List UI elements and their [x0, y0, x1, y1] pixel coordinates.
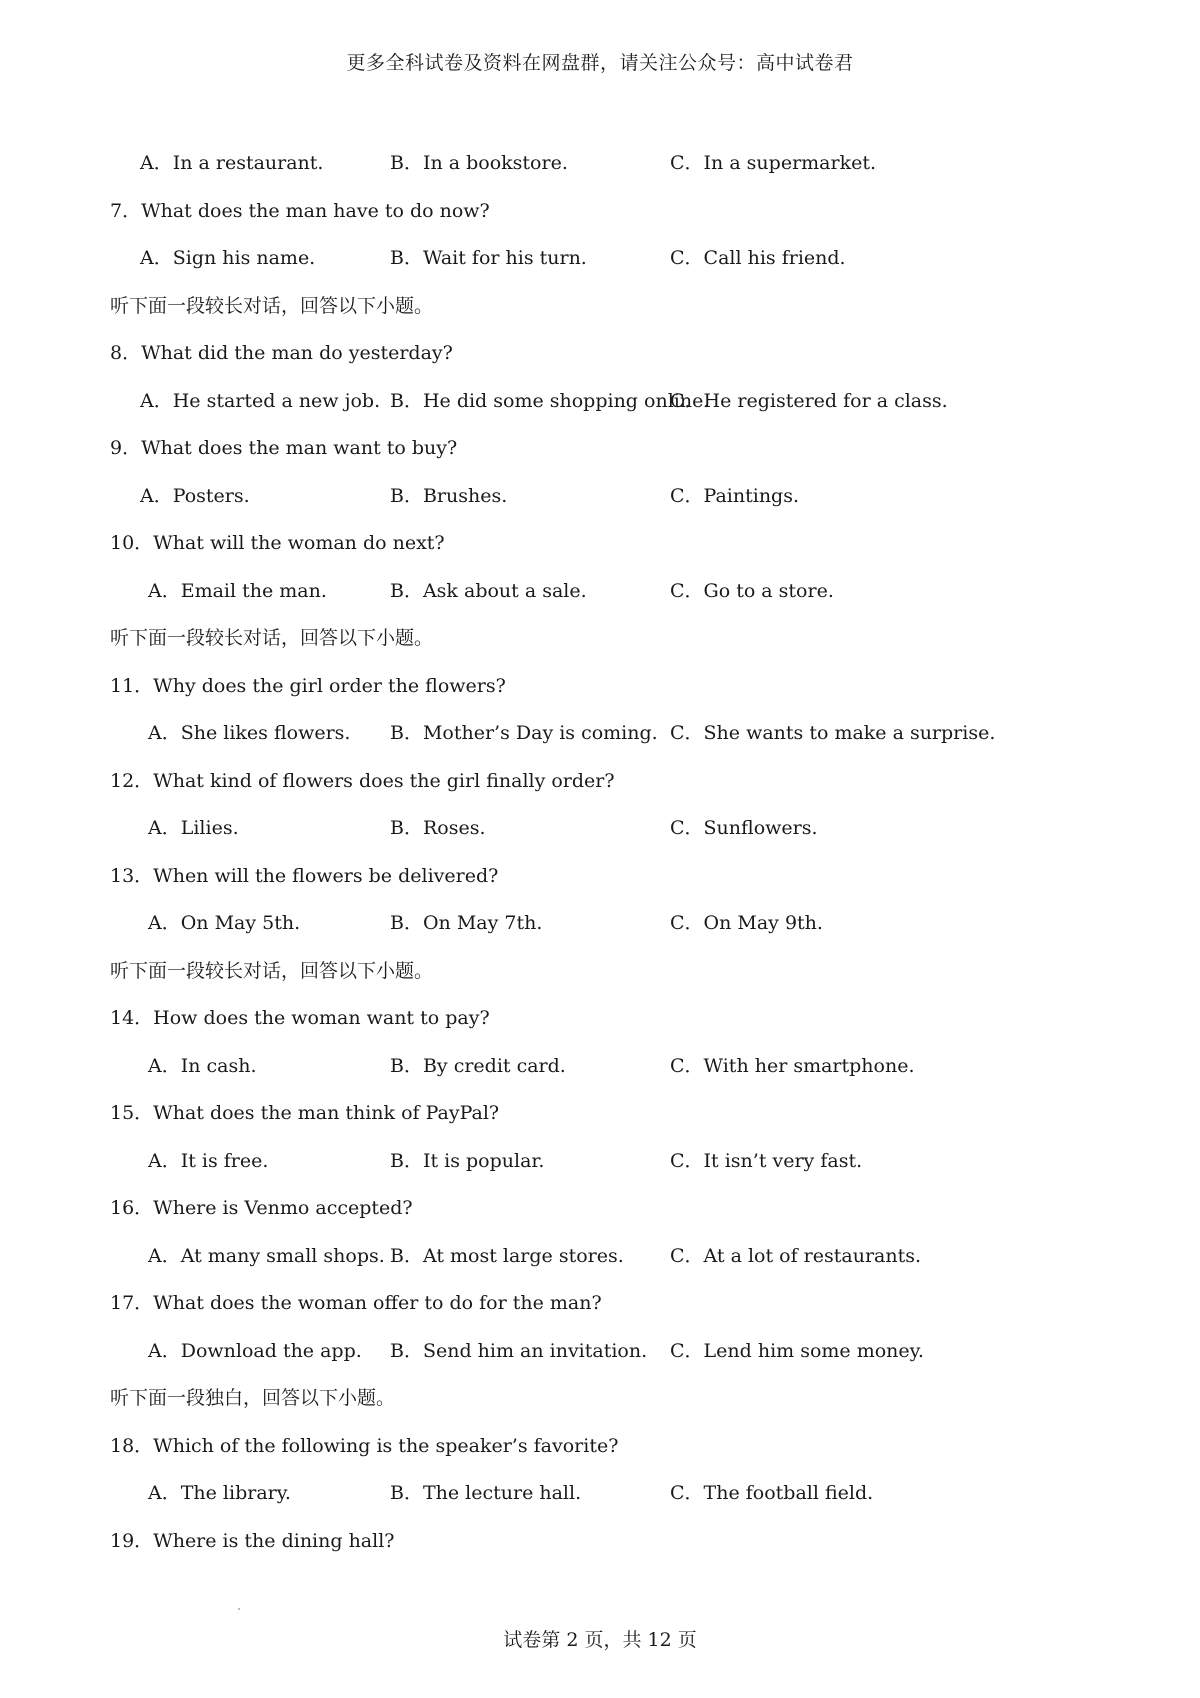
option-b: B．He did some shopping online.	[390, 390, 710, 412]
option-c: C．At a lot of restaurants.	[670, 1245, 922, 1267]
option-b: B．Brushes.	[390, 485, 508, 507]
options-row	[0, 1336, 1200, 1366]
options-row	[0, 1051, 1200, 1081]
question-text: 16．Where is Venmo accepted?	[110, 1197, 413, 1219]
option-c: C．It isn’t very fast.	[670, 1150, 863, 1172]
option-a: A．It is free.	[148, 1150, 269, 1172]
question-text: 12．What kind of flowers does the girl finally order?	[110, 770, 615, 792]
option-b: B．Roses.	[390, 817, 486, 839]
option-b: B．On May 7th.	[390, 912, 543, 934]
option-b: B．Ask about a sale.	[390, 580, 587, 602]
options-row	[0, 1146, 1200, 1176]
section-instruction: 听下面一段较长对话，回答以下小题。	[110, 295, 434, 317]
options-row	[0, 908, 1200, 938]
question-text: 15．What does the man think of PayPal?	[110, 1102, 500, 1124]
page-footer: 试卷第 2 页，共 12 页	[503, 1629, 697, 1651]
option-b: B．By credit card.	[390, 1055, 566, 1077]
question-text: 14．How does the woman want to pay?	[110, 1007, 490, 1029]
option-b: B．It is popular.	[390, 1150, 545, 1172]
options-row	[0, 243, 1200, 273]
option-c: C．Call his friend.	[670, 247, 846, 269]
option-c: C．The football field.	[670, 1482, 874, 1504]
options-row	[0, 718, 1200, 748]
question-text: 13．When will the flowers be delivered?	[110, 865, 499, 887]
scan-speck	[238, 1608, 240, 1610]
question-text: 9．What does the man want to buy?	[110, 437, 458, 459]
option-a: A．Download the app.	[148, 1340, 362, 1362]
options-row	[0, 386, 1200, 416]
question-text: 10．What will the woman do next?	[110, 532, 445, 554]
option-a: A．She likes flowers.	[148, 722, 351, 744]
option-a: A．Lilies.	[148, 817, 239, 839]
option-b: B．In a bookstore.	[390, 152, 568, 174]
option-b: B．Send him an invitation.	[390, 1340, 648, 1362]
option-a: A．In a restaurant.	[140, 152, 324, 174]
options-row	[0, 576, 1200, 606]
option-b: B．Wait for his turn.	[390, 247, 587, 269]
option-c: C．Go to a store.	[670, 580, 834, 602]
question-text: 19．Where is the dining hall?	[110, 1530, 395, 1552]
option-b: B．Mother’s Day is coming.	[390, 722, 658, 744]
option-c: C．Paintings.	[670, 485, 800, 507]
option-a: A．On May 5th.	[148, 912, 301, 934]
page-header: 更多全科试卷及资料在网盘群，请关注公众号：高中试卷君	[346, 52, 854, 74]
question-text: 8．What did the man do yesterday?	[110, 342, 453, 364]
options-row	[0, 813, 1200, 843]
question-text: 18．Which of the following is the speaker’s favorite?	[110, 1435, 619, 1457]
options-row	[0, 481, 1200, 511]
option-c: C．On May 9th.	[670, 912, 823, 934]
section-instruction: 听下面一段独白，回答以下小题。	[110, 1387, 396, 1409]
question-text: 11．Why does the girl order the flowers?	[110, 675, 506, 697]
question-text: 17．What does the woman offer to do for the man?	[110, 1292, 602, 1314]
options-row	[0, 1241, 1200, 1271]
option-c: C．Sunflowers.	[670, 817, 818, 839]
option-c: C．With her smartphone.	[670, 1055, 915, 1077]
option-b: B．The lecture hall.	[390, 1482, 582, 1504]
option-a: A．At many small shops.	[148, 1245, 385, 1267]
option-c: C．In a supermarket.	[670, 152, 877, 174]
option-a: A．The library.	[148, 1482, 291, 1504]
option-c: C．He registered for a class.	[670, 390, 948, 412]
option-b: B．At most large stores.	[390, 1245, 624, 1267]
section-instruction: 听下面一段较长对话，回答以下小题。	[110, 627, 434, 649]
option-c: C．Lend him some money.	[670, 1340, 924, 1362]
option-a: A．Posters.	[140, 485, 250, 507]
options-row	[0, 148, 1200, 178]
option-a: A．He started a new job.	[140, 390, 381, 412]
option-a: A．Email the man.	[148, 580, 327, 602]
options-row	[0, 1478, 1200, 1508]
option-c: C．She wants to make a surprise.	[670, 722, 996, 744]
section-instruction: 听下面一段较长对话，回答以下小题。	[110, 960, 434, 982]
option-a: A．Sign his name.	[140, 247, 316, 269]
option-a: A．In cash.	[148, 1055, 257, 1077]
question-text: 7．What does the man have to do now?	[110, 200, 490, 222]
